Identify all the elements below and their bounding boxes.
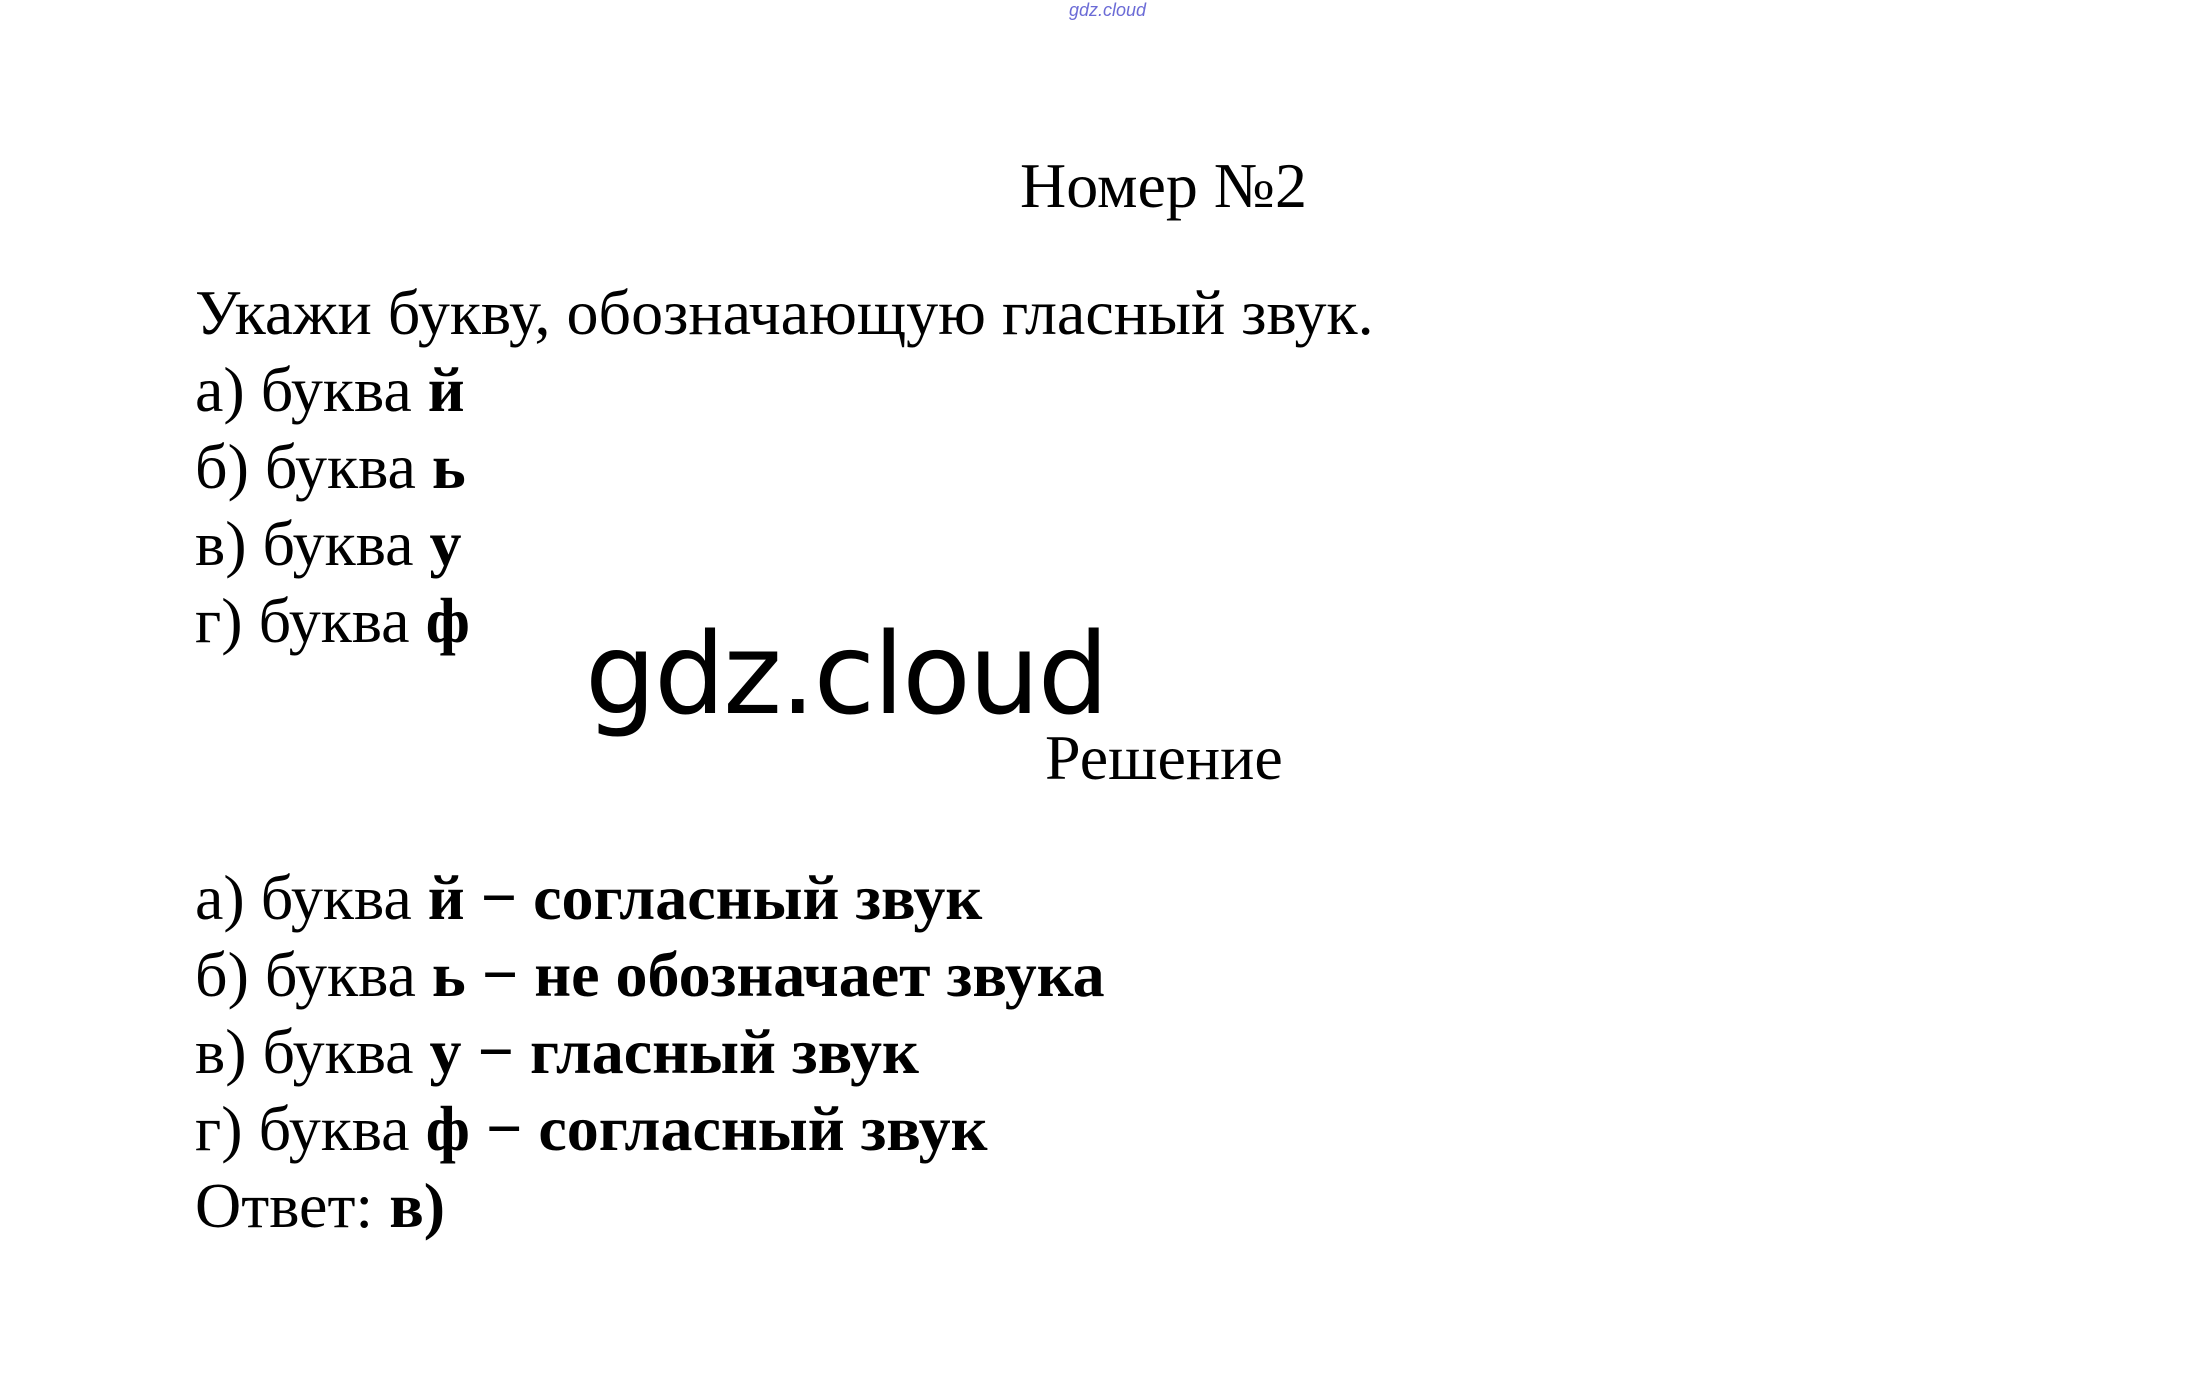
solution-item-d-prefix: г) буква [195, 1093, 426, 1164]
solution-item-c-explanation: у − гласный звук [429, 1016, 919, 1087]
solution-item-a [195, 862, 982, 934]
option-b-letter: ь [431, 431, 466, 502]
solution-item-c-prefix: в) буква [195, 1016, 430, 1087]
option-a-prefix: а) буква [195, 354, 428, 425]
solution-item-d-explanation: ф − согласный звук [425, 1093, 988, 1164]
answer-line [195, 1170, 445, 1242]
page-title: Номер №2 [1020, 150, 1307, 221]
answer-label: Ответ: [195, 1170, 390, 1241]
option-d-prefix: г) буква [195, 585, 426, 656]
option-c-prefix: в) буква [195, 508, 430, 579]
option-d [195, 585, 470, 657]
center-watermark: gdz.cloud [585, 610, 1107, 740]
solution-item-b-prefix: б) буква [195, 939, 432, 1010]
header-watermark: gdz.cloud [1069, 0, 1147, 20]
solution-item-a-prefix: а) буква [195, 862, 428, 933]
solution-item-b [195, 939, 1105, 1011]
option-c-letter: у [429, 508, 462, 579]
option-b [195, 431, 466, 503]
option-d-letter: ф [425, 585, 470, 656]
solution-item-b-explanation: ь − не обозначает звука [431, 939, 1105, 1010]
option-c [195, 508, 462, 580]
solution-heading: Решение [1045, 722, 1283, 793]
solution-item-a-explanation: й − согласный звук [427, 862, 983, 933]
option-b-prefix: б) буква [195, 431, 432, 502]
answer-value: в) [389, 1170, 446, 1241]
option-a-letter: й [427, 354, 465, 425]
solution-item-d [195, 1093, 988, 1165]
option-a [195, 354, 465, 426]
solution-item-c [195, 1016, 919, 1088]
question-prompt: Укажи букву, обозначающую гласный звук. [195, 277, 1374, 348]
